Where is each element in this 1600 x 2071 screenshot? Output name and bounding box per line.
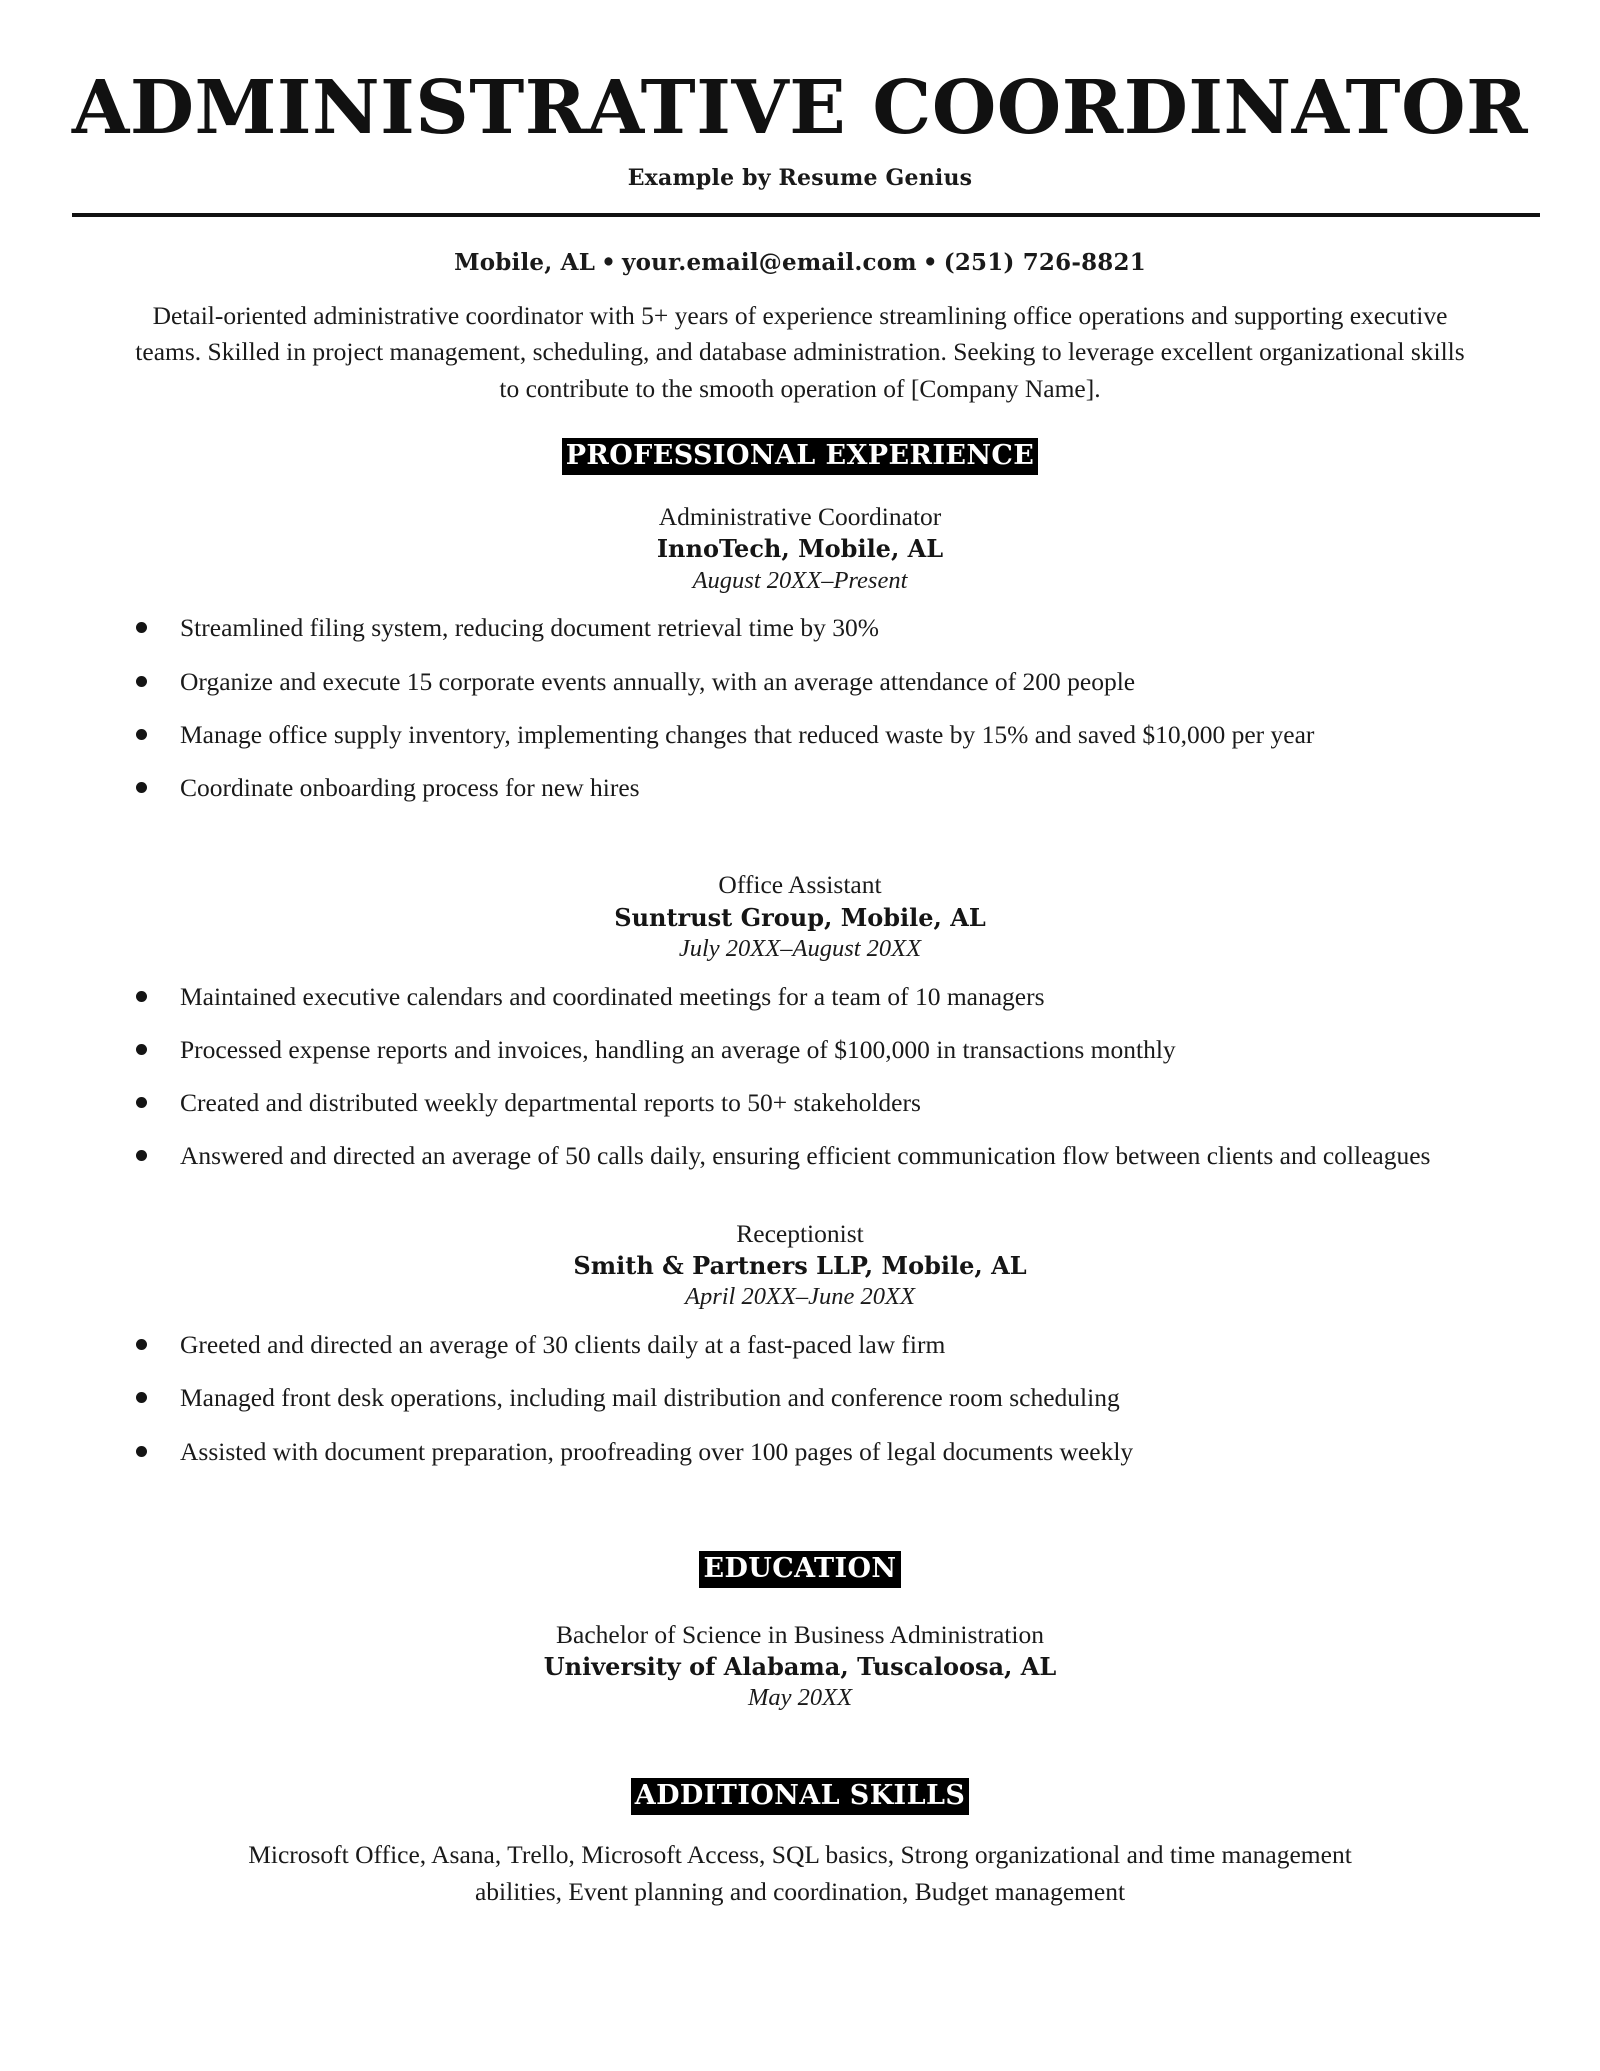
job-title: Receptionist [736, 1218, 864, 1248]
bullet-dot-icon [136, 1097, 147, 1108]
contact-location: Mobile, AL [454, 248, 596, 276]
bullet-dot-icon [136, 782, 147, 793]
section-heading-experience: PROFESSIONAL EXPERIENCE [562, 438, 1039, 475]
contact-line [0, 249, 1600, 276]
bullet-text: Coordinate onboarding process for new hires [180, 773, 640, 803]
list-item [180, 1138, 1522, 1191]
spacer [0, 823, 1600, 843]
professional-summary: Detail-oriented administrative coordinator with 5+ years of experience streamlining office operations and supporting executive teams. Skilled in project management, scheduling, and database administration. Seeking to leverage excellent organizational skills to contribute to the smooth operation of [Company Name]. [135, 300, 1465, 403]
bullet-dot-icon [136, 622, 147, 633]
header-divider [72, 213, 1540, 217]
contact-separator-1: • [601, 248, 617, 276]
education-degree: Bachelor of Science in Business Administration [556, 1620, 1044, 1650]
job-company: Suntrust Group, Mobile, AL [614, 902, 986, 932]
page-title: ADMINISTRATIVE COORDINATOR [71, 65, 1529, 151]
list-item [180, 1380, 1522, 1433]
experience-entry-1 [0, 869, 1600, 1191]
bullet-dot-icon [136, 1044, 147, 1055]
section-skills-heading-wrap [0, 1778, 1600, 1815]
job-title: Office Assistant [718, 870, 882, 900]
section-experience-heading-wrap [0, 438, 1600, 475]
education-date: May 20XX [747, 1684, 853, 1712]
bullet-dot-icon [136, 1150, 147, 1161]
education-entry [0, 1618, 1600, 1714]
list-item [180, 770, 1522, 823]
list-item [180, 717, 1522, 770]
job-dates: July 20XX–August 20XX [678, 935, 922, 963]
job-title: Administrative Coordinator [658, 501, 942, 531]
skills-list: Microsoft Office, Asana, Trello, Microsoft Access, SQL basics, Strong organizational and time management abilities, Event planning and coordination, Budget management [248, 1840, 1352, 1907]
resume-header [0, 0, 1600, 217]
list-item [180, 1032, 1522, 1085]
job-dates: August 20XX–Present [692, 566, 908, 594]
bullet-text: Created and distributed weekly departmental reports to 50+ stakeholders [180, 1088, 921, 1118]
bullet-text: Managed front desk operations, including mail distribution and conference room scheduling [180, 1383, 1120, 1413]
list-item [180, 1327, 1522, 1380]
resume-subtitle: Example by Resume Genius [627, 164, 973, 191]
job-dates: April 20XX–June 20XX [685, 1283, 915, 1311]
bullet-dot-icon [136, 991, 147, 1002]
job-company: Smith & Partners LLP, Mobile, AL [573, 1251, 1027, 1281]
list-item [180, 664, 1522, 717]
bullet-text: Organize and execute 15 corporate events annually, with an average attendance of 200 people [180, 666, 1136, 696]
bullet-text: Answered and directed an average of 50 calls daily, ensuring efficient communication flow between clients and colleagues [180, 1141, 1431, 1171]
spacer [0, 1714, 1600, 1748]
section-heading-skills: ADDITIONAL SKILLS [631, 1778, 970, 1815]
bullet-text: Assisted with document preparation, proofreading over 100 pages of legal documents weekly [180, 1436, 1134, 1466]
bullet-text: Processed expense reports and invoices, handling an average of $100,000 in transactions monthly [180, 1035, 1176, 1065]
bullet-text: Maintained executive calendars and coordinated meetings for a team of 10 managers [180, 981, 1045, 1011]
job-bullets [0, 610, 1600, 823]
bullet-dot-icon [136, 676, 147, 687]
section-heading-education: EDUCATION [699, 1551, 900, 1588]
contact-separator-2: • [922, 248, 938, 276]
contact-email[interactable]: your.email@email.com [622, 248, 917, 276]
bullet-text: Streamlined filing system, reducing document retrieval time by 30% [180, 613, 879, 643]
bullet-dot-icon [136, 729, 147, 740]
spacer [0, 1487, 1600, 1521]
bullet-dot-icon [136, 1339, 147, 1350]
contact-phone[interactable]: (251) 726-8821 [943, 248, 1146, 276]
bullet-text: Manage office supply inventory, implementing changes that reduced waste by 15% and saved $10,000 per year [180, 719, 1315, 749]
bullet-dot-icon [136, 1446, 147, 1457]
education-school: University of Alabama, Tuscaloosa, AL [543, 1652, 1057, 1682]
list-item [180, 979, 1522, 1032]
experience-entry-2 [0, 1218, 1600, 1487]
job-bullets [0, 979, 1600, 1192]
experience-entry-0 [0, 501, 1600, 823]
section-education-heading-wrap [0, 1551, 1600, 1588]
list-item [180, 610, 1522, 663]
bullet-dot-icon [136, 1392, 147, 1403]
bullet-text: Greeted and directed an average of 30 clients daily at a fast-paced law firm [180, 1330, 946, 1360]
job-company: InnoTech, Mobile, AL [656, 534, 944, 564]
job-bullets [0, 1327, 1600, 1487]
list-item [180, 1434, 1522, 1487]
list-item [180, 1085, 1522, 1138]
